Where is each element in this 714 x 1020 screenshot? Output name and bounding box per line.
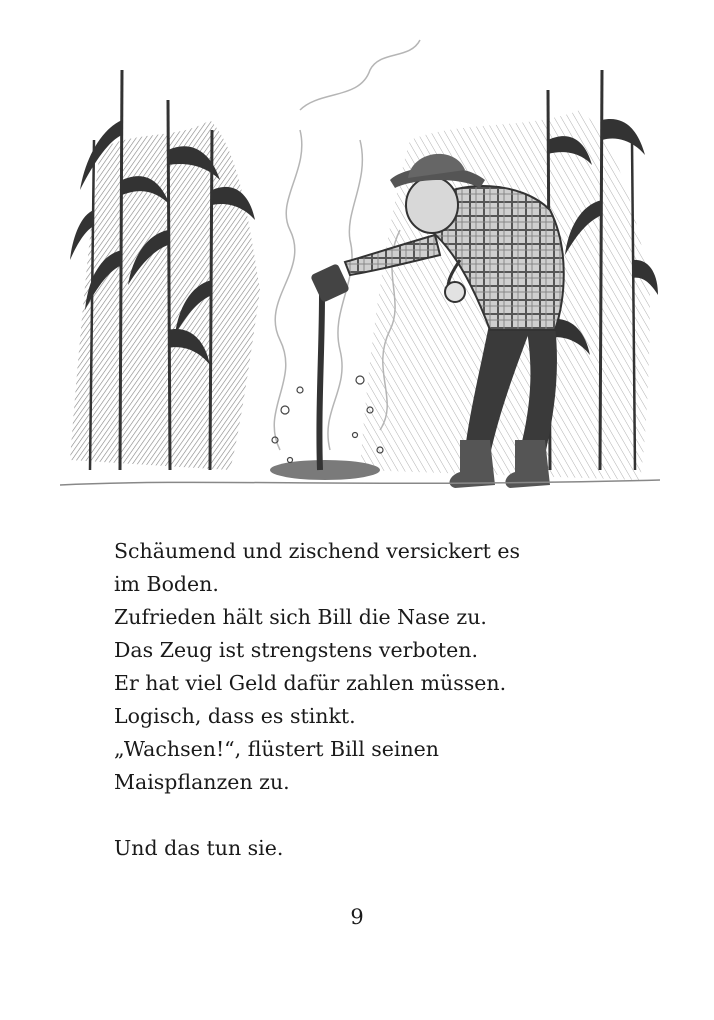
text-line: Er hat viel Geld dafür zahlen müssen. (114, 671, 507, 695)
text-line: Schäumend und zischend versickert es (114, 539, 520, 563)
page-number: 9 (350, 905, 364, 929)
foaming-puddle (270, 460, 380, 480)
text-line: Zufrieden hält sich Bill die Nase zu. (114, 605, 487, 629)
paragraph-gap (114, 799, 634, 832)
ground (60, 480, 660, 485)
left-cornfield (70, 70, 260, 470)
text-line: „Wachsen!“, flüstert Bill seinen (114, 737, 440, 761)
text-line: Logisch, dass es stinkt. (114, 704, 356, 728)
cornfield-farmer-illustration (60, 30, 660, 510)
text-line: Und das tun sie. (114, 836, 284, 860)
text-line: Maispflanzen zu. (114, 770, 290, 794)
liquid-stream (319, 295, 322, 470)
story-text (114, 535, 634, 865)
text-line: Das Zeug ist strengstens verboten. (114, 638, 478, 662)
text-line: im Boden. (114, 572, 219, 596)
